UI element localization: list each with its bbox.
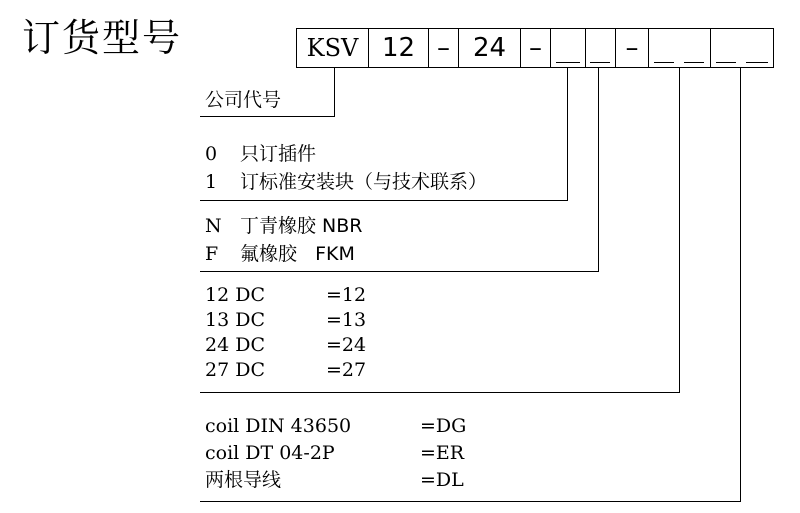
connector-label: coil DIN 43650 [205,415,352,437]
separator [585,28,586,68]
separator [710,28,711,68]
code-company: KSV [306,34,359,62]
seal-text: 丁青橡胶 NBR [240,215,363,237]
plug-code: 1 [205,171,218,193]
plug-code: 0 [205,143,218,165]
connector-value: =DL [420,469,464,491]
order-model-title: 订货型号 [22,16,183,60]
leader-connector [740,68,741,501]
voltage-value: =24 [326,334,367,356]
code-voltage-example: 24 [472,33,507,63]
voltage-label: 27 DC [205,359,265,381]
leader-company-base [200,116,335,117]
connector-value: =DG [420,415,467,437]
leader-voltage-base [200,392,680,393]
plug-text: 订标准安装块（与技术联系） [240,171,488,193]
separator [648,28,649,68]
blank-connector-2 [746,62,768,63]
plug-text: 只订插件 [240,143,317,165]
blank-connector [716,62,736,63]
blank-plug [556,62,580,63]
code-size: 12 [381,33,416,63]
company-label: 公司代号 [205,89,282,111]
voltage-label: 13 DC [205,309,265,331]
leader-plug-base [200,200,568,201]
seal-code: F [205,243,219,265]
connector-value: =ER [420,442,465,464]
leader-plug [567,68,568,200]
separator [550,28,551,68]
blank-seal [590,62,610,63]
leader-voltage [679,68,680,392]
leader-seal-base [200,271,599,272]
voltage-value: =27 [326,359,367,381]
leader-seal [598,68,599,271]
code-separator: – [529,33,542,63]
connector-label: 两根导线 [205,469,282,491]
voltage-label: 24 DC [205,334,265,356]
leader-connector-base [200,501,741,502]
voltage-value: =12 [326,284,367,306]
seal-code: N [205,215,222,237]
leader-company [334,68,335,116]
connector-label: coil DT 04-2P [205,442,335,464]
voltage-value: =13 [326,309,367,331]
blank-voltage [654,62,674,63]
code-separator: – [625,33,639,63]
seal-text: 氟橡胶 FKM [240,243,355,265]
code-separator: – [437,33,450,63]
blank-voltage-2 [684,62,704,63]
voltage-label: 12 DC [205,284,265,306]
